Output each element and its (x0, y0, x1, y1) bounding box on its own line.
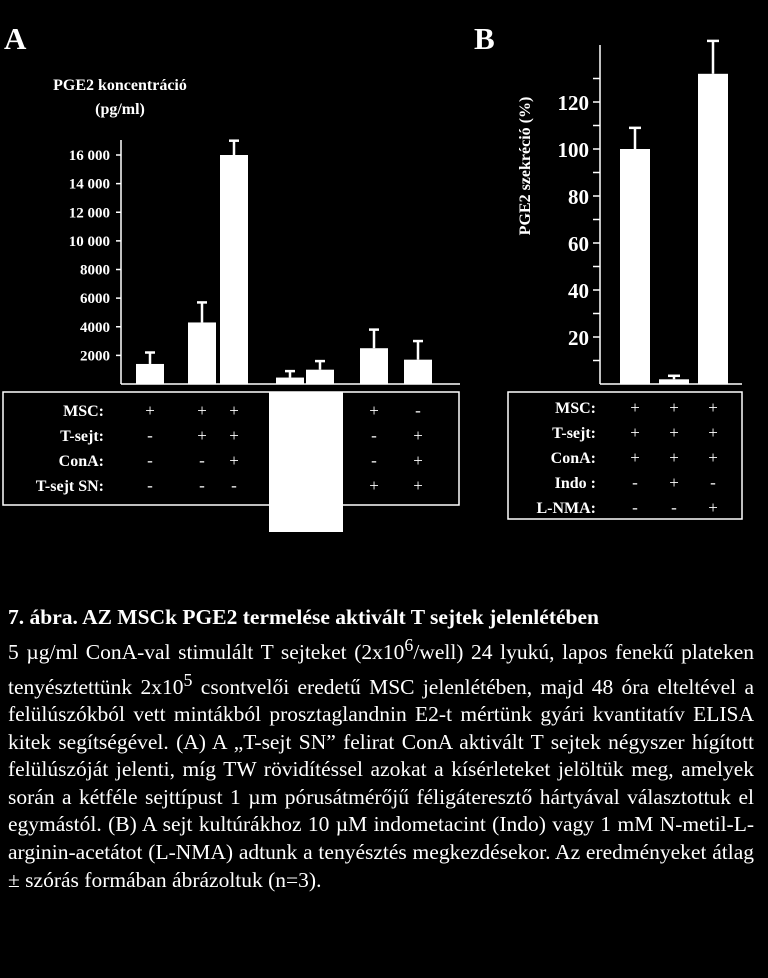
panel-b-tick-label: 20 (568, 326, 589, 350)
panel-a-cell: - (147, 451, 153, 470)
panel-a-ylabel-line1: PGE2 koncentráció (53, 77, 187, 94)
panel-a-cell: - (415, 401, 421, 420)
panel-a-cell: + (229, 426, 239, 445)
panel-b-cell: + (708, 423, 718, 442)
panel-a-ylabel-line2: (pg/ml) (95, 101, 145, 118)
panel-b-cell: - (632, 473, 638, 492)
panel-a-cell: + (369, 476, 379, 495)
panel-b-bar (620, 149, 650, 384)
panel-a-cell: + (229, 451, 239, 470)
panel-a-cell: - (371, 426, 377, 445)
panel-b-cell: + (630, 423, 640, 442)
panel-b-cell: + (669, 473, 679, 492)
panel-a-tick-label: 8000 (80, 262, 110, 279)
panel-a-y-ticks (69, 148, 121, 364)
panel-b-tick-label: 100 (557, 138, 589, 162)
panel-a-cell: + (197, 401, 207, 420)
panel-a-cell: + (413, 476, 423, 495)
panel-b-cell: - (671, 498, 677, 517)
panel-a-table-blank-block (269, 392, 343, 532)
panel-a-cell: + (413, 426, 423, 445)
panel-a-axes (121, 140, 460, 384)
panel-b-bar (698, 74, 728, 384)
panel-b-tick-label: 80 (568, 185, 589, 209)
panel-b-label: B (474, 21, 495, 56)
panel-b-cell: + (669, 423, 679, 442)
panel-a-tick-label: 16 000 (68, 148, 110, 164)
panel-a-bars (136, 141, 432, 384)
panel-a-tick-label: 14 000 (68, 176, 110, 193)
panel-a-cell: + (413, 451, 423, 470)
panel-a-condition-table (3, 392, 459, 532)
panel-a-cell: + (229, 401, 239, 420)
caption-text: 5 µg/ml ConA-val stimulált T sejteket $(2x10^6/well)$ 24 lyukú, lapos fenekű plateken tenyésztettünk $2x10^5$ csontvelői eredetű MSC jelenlétében, majd 48 óra elteltével a felülúszókból vett mintákból prosztaglandnin E2-t mértünk gyári kvantitatív ELISA kitek segítségével. (A) A „T-sejt SN” felirat ConA aktivált T sejtek négyszer hígított felülúszóját jelenti, míg TW rövidítéssel azokat a kísérleteket jelöltük meg, amelyek során a kétféle sejttípust 1 µm pórusátmérőjű féligáteresztő hártyával választottuk el egymástól. (B) A sejt kultúrákhoz 10 µM indometacint (Indo) vagy 1 mM N-metil-L-arginin-acetátot (L-NMA) adtunk a tenyésztés megkezdésekor. Az eredményeket átlag ± szórás formában ábrázoltuk (n=3). (8, 634, 754, 892)
panel-b-row-label: L-NMA: (536, 500, 596, 517)
panel-b-y-ticks (558, 79, 601, 361)
panel-b-cell: + (708, 398, 718, 417)
panel-a-row-label: ConA: (58, 453, 104, 470)
panel-a-cell: + (369, 401, 379, 420)
panel-a-bar (276, 378, 304, 384)
panel-a-tick-label: 6000 (80, 291, 110, 308)
panel-a-cell: - (199, 476, 205, 495)
panel-b-cell: + (708, 448, 718, 467)
panel-a-bar (220, 155, 248, 384)
figure-caption (8, 604, 754, 894)
panel-b-row-label: Indo : (554, 475, 596, 492)
panel-a-bar (188, 322, 216, 384)
panel-b-ylabel: PGE2 szekréció (%) (517, 96, 534, 236)
panel-a-cell: + (197, 426, 207, 445)
panel-a-bar (404, 360, 432, 384)
panel-a-bar (306, 370, 334, 384)
panel-b-cell: + (669, 398, 679, 417)
panel-b-tick-label: 120 (557, 91, 589, 115)
caption-title: 7. ábra. AZ MSCk PGE2 termelése aktivált T sejtek jelenlétében (8, 605, 599, 629)
panel-a-tick-label: 4000 (80, 319, 110, 336)
panel-b-row-label: MSC: (555, 400, 596, 417)
panel-a-row-label: T-sejt SN: (35, 478, 104, 495)
panel-a-tick-label: 2000 (80, 348, 110, 365)
panel-a-cell: + (145, 401, 155, 420)
panel-b-tick-label: 60 (568, 232, 589, 256)
panel-b-cell: + (708, 498, 718, 517)
panel-b-cell: - (710, 473, 716, 492)
panel-a-row-label: MSC: (63, 403, 104, 420)
panel-a-row-label: T-sejt: (60, 428, 104, 445)
panel-b-cell: + (630, 448, 640, 467)
panel-b-bar (659, 379, 689, 384)
panel-a-tick-label: 10 000 (68, 233, 110, 250)
panel-b-bars (620, 41, 728, 384)
panel-b (474, 21, 742, 519)
panel-a-cell: - (147, 476, 153, 495)
panel-a-cell: - (371, 451, 377, 470)
panel-a-cell: - (231, 476, 237, 495)
panel-a-bar (360, 348, 388, 384)
panel-a-cell: - (147, 426, 153, 445)
panel-a-cell: - (199, 451, 205, 470)
panel-a-bar (136, 364, 164, 384)
panel-b-condition-table (508, 392, 742, 519)
panel-b-cell: - (632, 498, 638, 517)
panel-a (3, 21, 460, 532)
panel-b-cell: + (630, 398, 640, 417)
panel-b-tick-label: 40 (568, 279, 589, 303)
panel-a-tick-label: 12 000 (68, 205, 110, 222)
panel-a-label: A (4, 21, 27, 56)
panel-b-row-label: ConA: (550, 450, 596, 467)
panel-b-cell: + (669, 448, 679, 467)
panel-b-row-label: T-sejt: (552, 425, 596, 442)
